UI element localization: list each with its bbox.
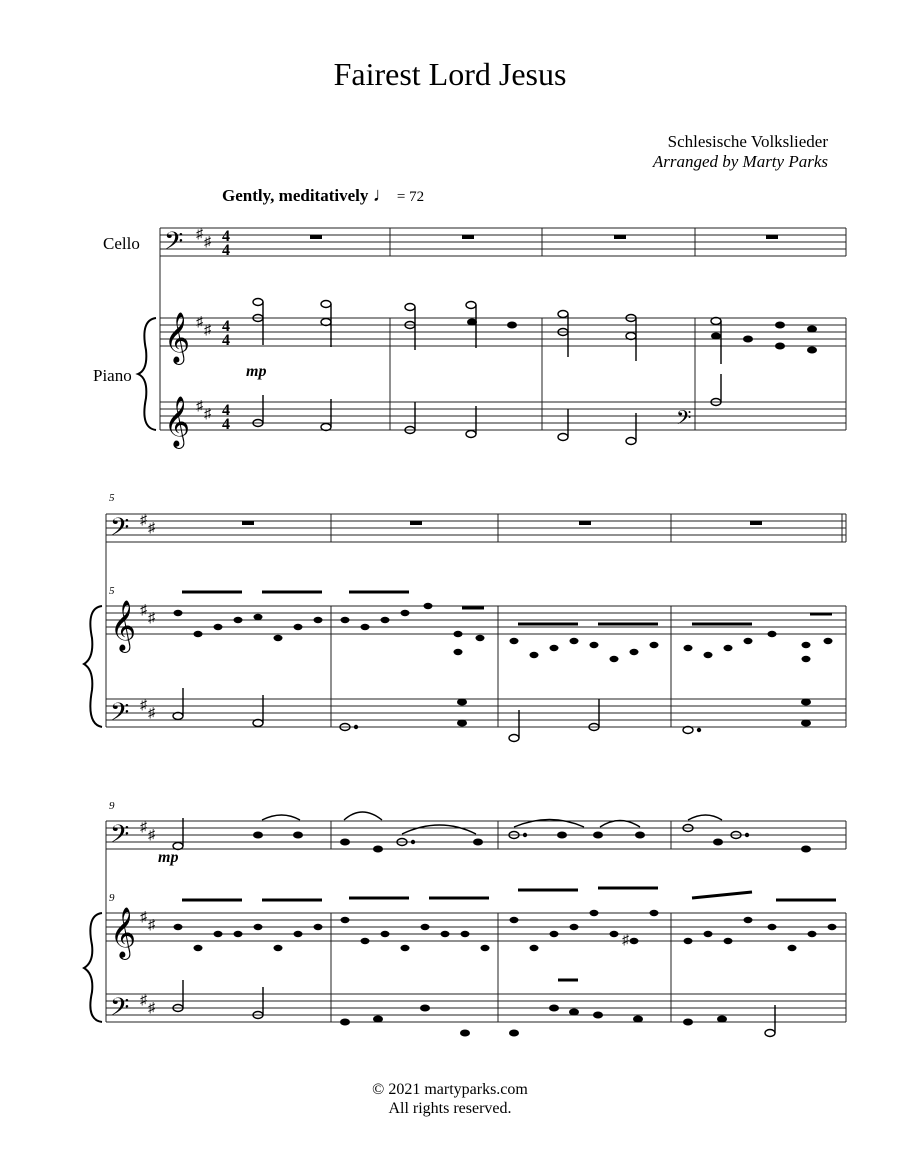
piano-bass-staff-2: [106, 699, 846, 727]
sharp-icon: ♯: [140, 698, 147, 713]
measure-number-piano-5: 5: [109, 585, 115, 597]
whole-rest: [614, 235, 626, 239]
system-2: [84, 513, 846, 742]
footer-copyright: © 2021 martyparks.com: [372, 1081, 528, 1098]
piano-brace-icon: [138, 318, 156, 430]
bass-notes-2: [173, 688, 701, 742]
treble-clef-icon: 𝄞: [110, 600, 137, 651]
treble-clef-icon: 𝄞: [110, 907, 137, 958]
sharp-icon: ♯: [148, 706, 155, 721]
sharp-icon: ♯: [204, 323, 211, 338]
whole-rest: [410, 521, 422, 525]
tempo-text: Gently, meditatively: [222, 186, 369, 205]
system-3: [84, 812, 846, 1037]
treble-filled-notes-1: [467, 319, 817, 354]
sharp-icon: ♯: [140, 603, 147, 618]
bass-clef-icon: 𝄢: [110, 513, 130, 548]
bass-quarter-notes-3: [340, 1005, 727, 1037]
sharp-icon: ♯: [148, 1001, 155, 1016]
composer-credit: Schlesische Volkslieder: [667, 132, 828, 151]
piano-label: Piano: [93, 366, 132, 385]
whole-rest: [310, 235, 322, 239]
treble-clef-icon: 𝄞: [164, 396, 191, 447]
sharp-icon: ♯: [140, 910, 147, 925]
whole-rest: [579, 521, 591, 525]
sharp-icon: ♯: [196, 315, 203, 330]
piano-bass-staff-3: [106, 994, 846, 1022]
piano-brace-icon: [84, 913, 102, 1022]
bass-clef-icon: 𝄢: [110, 698, 130, 733]
time-signature-bottom: 4: [222, 242, 230, 259]
cello-staff-2: [106, 514, 846, 542]
beams-3: [182, 888, 836, 900]
sharp-icon: ♯: [148, 918, 155, 933]
bass-clef-icon: 𝄢: [110, 820, 130, 855]
whole-rest: [462, 235, 474, 239]
piano-brace-icon: [84, 606, 102, 727]
sharp-icon: ♯: [622, 933, 629, 948]
sharp-icon: ♯: [140, 993, 147, 1008]
time-signature-bottom: 4: [222, 416, 230, 433]
sharp-icon: ♯: [204, 407, 211, 422]
footer-rights: All rights reserved.: [388, 1100, 512, 1117]
treble-notes-1: [253, 299, 721, 365]
sharp-icon: ♯: [148, 828, 155, 843]
arranger-credit: Arranged by Marty Parks: [652, 152, 828, 171]
sharp-icon: ♯: [148, 611, 155, 626]
whole-rest: [242, 521, 254, 525]
bass-clef-icon: 𝄢: [164, 227, 184, 262]
dynamic-mp-piano: mp: [246, 363, 267, 380]
sharp-icon: ♯: [148, 521, 155, 536]
whole-rest: [766, 235, 778, 239]
dynamic-mp-cello: mp: [158, 849, 179, 866]
treble-eighths-2: [174, 603, 833, 662]
measure-number-piano-9: 9: [109, 892, 115, 904]
time-signature-top: 4: [222, 228, 230, 245]
cello-melody-3: [173, 812, 749, 850]
beams-2: [182, 592, 832, 624]
measure-number-cello-5: 5: [109, 492, 115, 504]
quarter-note-icon: ♩: [372, 184, 393, 206]
sharp-icon: ♯: [140, 513, 147, 528]
time-signature-bottom: 4: [222, 332, 230, 349]
system-1: [138, 227, 846, 449]
sharp-icon: ♯: [196, 399, 203, 414]
tempo-bpm: = 72: [396, 189, 425, 205]
page-title: Fairest Lord Jesus: [333, 56, 567, 92]
treble-clef-icon: 𝄞: [164, 312, 191, 363]
bass-clef-icon: 𝄢: [110, 993, 130, 1028]
cello-staff-1: [160, 228, 846, 256]
sharp-icon: ♯: [140, 820, 147, 835]
sharp-icon: ♯: [204, 235, 211, 250]
cello-label: Cello: [103, 234, 140, 253]
bass-clef-icon: 𝄢: [676, 406, 692, 434]
time-signature-top: 4: [222, 402, 230, 419]
sharp-icon: ♯: [196, 227, 203, 242]
time-signature-top: 4: [222, 318, 230, 335]
treble-eighths-3: [174, 910, 837, 951]
measure-number-cello-9: 9: [109, 800, 115, 812]
whole-rest: [750, 521, 762, 525]
